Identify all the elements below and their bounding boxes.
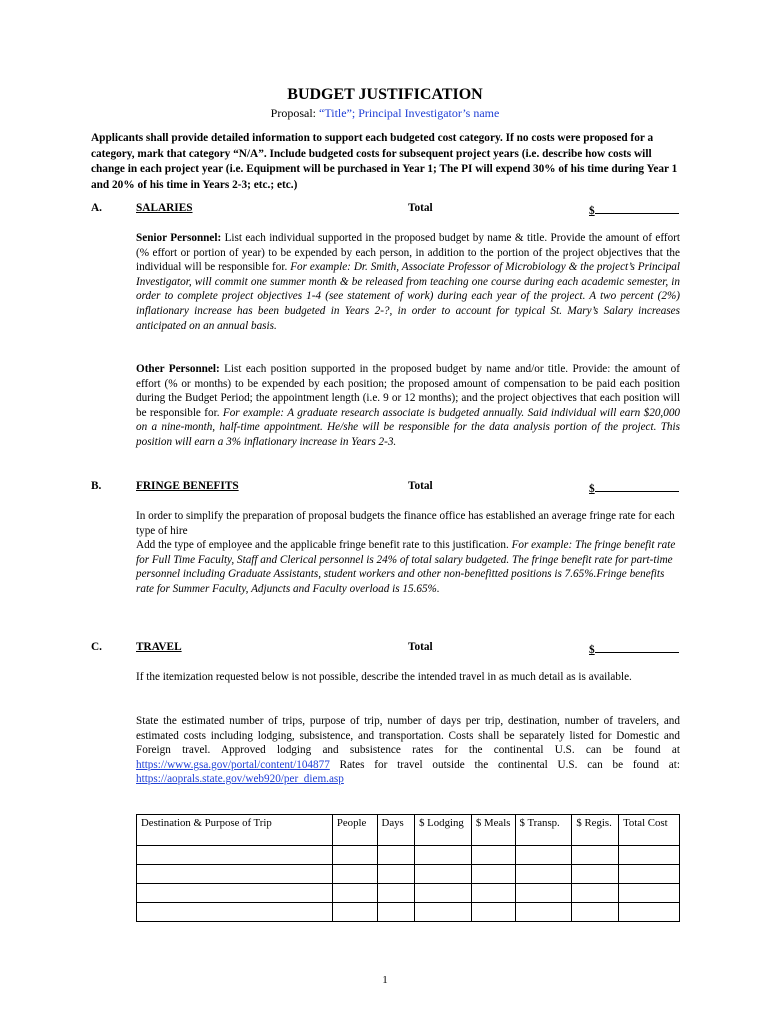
section-a-total-field[interactable] [589, 202, 679, 217]
section-b-total-field[interactable] [589, 480, 679, 495]
table-cell[interactable] [471, 903, 515, 922]
table-cell[interactable] [471, 884, 515, 903]
table-cell[interactable] [619, 846, 680, 865]
table-cell[interactable] [415, 865, 472, 884]
table-cell[interactable] [332, 846, 377, 865]
section-b-name: FRINGE BENEFITS [136, 480, 239, 492]
intro-instructions: Applicants shall provide detailed information to support each budgeted cost category. If no costs were proposed for a category, mark that category “N/A”. Include budgeted costs for subsequent project years (i.e. describe how costs will change in each project year (i.e. Equipment will be purchased in Year 1; The PI will expend 30% of his time during Year 1 and 20% of his time in Years 2-3; etc.; etc.) [91, 132, 678, 191]
table-cell[interactable] [332, 865, 377, 884]
col-destination: Destination & Purpose of Trip [137, 815, 333, 846]
other-personnel-label: Other Personnel: [136, 363, 220, 375]
travel-table-header [137, 815, 680, 846]
table-cell[interactable] [572, 846, 619, 865]
table-cell[interactable] [332, 884, 377, 903]
table-cell[interactable] [137, 846, 333, 865]
senior-personnel-example: For example: Dr. Smith, Associate Professor of Microbiology & the project’s Principal Investigator, will commit one summer month & be released from teaching one course during each academic semester, in order to complete project objectives 1-4 (see statement of work) during each year of the project. A two percent (2%) inflationary increase has been budgeted in Years 2-?, in order to account for typical St. Mary’s Salary increases anticipated on an annual basis. [136, 261, 680, 332]
section-a-letter: A. [91, 202, 102, 214]
page-title: BUDGET JUSTIFICATION [287, 86, 483, 103]
fringe-example: For example: The fringe benefit rate for Full Time Faculty, Staff and Clerical personnel is 24% of total salary budgeted. The fringe benefit rate for part-time personnel including Graduate Assistants, student workers and other non-benefitted positions is 7.65%.Fringe benefits rate for Summer Faculty, Adjuncts and Faculty overload is 15.65%. [136, 539, 676, 595]
travel-paragraph-2 [136, 714, 680, 787]
table-row [137, 903, 680, 922]
col-people: People [332, 815, 377, 846]
table-row [137, 865, 680, 884]
other-personnel-example: For example: A graduate research associate is budgeted annually. Said individual will earn $20,000 on a nine-month, half-time appointment. He/she will be responsible for the data analysis portion of the project. This position will earn a 3% inflationary increase in Years 2-3. [136, 406, 681, 448]
table-cell[interactable] [572, 865, 619, 884]
section-a-dollar: $ [589, 205, 595, 217]
table-cell[interactable] [619, 903, 680, 922]
proposal-placeholder[interactable]: “Title”; Principal Investigator’s name [319, 106, 500, 120]
per-diem-link[interactable]: https://aoprals.state.gov/web920/per_diem.asp [136, 773, 344, 786]
senior-personnel-text: List each individual supported in the proposed budget by name & title. Provide the amount of effort (% effort or portion of year) to be expended by each person, in addition to the portion of the project objectives that the individual will be responsible for. [136, 232, 680, 274]
table-cell[interactable] [377, 846, 415, 865]
fringe-text-1: In order to simplify the preparation of proposal budgets the finance office has established an average fringe rate for each type of hire [136, 510, 675, 537]
section-c-letter: C. [91, 641, 102, 653]
table-cell[interactable] [515, 884, 572, 903]
col-meals: $ Meals [471, 815, 515, 846]
other-personnel-paragraph [136, 362, 680, 450]
table-cell[interactable] [137, 865, 333, 884]
proposal-line [0, 106, 770, 121]
travel-text-3: Rates for travel outside the continental U.S. can be found at: [329, 758, 680, 771]
section-c-total-label: Total [408, 641, 433, 653]
table-cell[interactable] [137, 884, 333, 903]
section-c-dollar: $ [589, 644, 595, 656]
section-c-name: TRAVEL [136, 641, 182, 653]
col-regis: $ Regis. [572, 815, 619, 846]
other-personnel-text: List each position supported in the proposed budget by name and/or title. Provide: the amount of effort (% or months) to be expended by each position; the proposed amount of compensation to be paid each position during the Budget Period; the appointment length (i.e. 9 or 12 months); and the project objectives that each position will be responsible for. [136, 363, 680, 419]
page-number: 1 [382, 974, 388, 986]
gsa-link[interactable]: https://www.gsa.gov/portal/content/104877 [136, 758, 330, 771]
table-cell[interactable] [415, 846, 472, 865]
table-cell[interactable] [377, 884, 415, 903]
section-a-name: SALARIES [136, 202, 193, 214]
table-cell[interactable] [415, 884, 472, 903]
travel-paragraph-1: If the itemization requested below is not possible, describe the intended travel in as much detail as is available. [136, 671, 632, 683]
table-cell[interactable] [332, 903, 377, 922]
table-row [137, 884, 680, 903]
travel-table [136, 814, 680, 922]
table-cell[interactable] [471, 865, 515, 884]
table-cell[interactable] [515, 865, 572, 884]
col-transp: $ Transp. [515, 815, 572, 846]
section-b-total-label: Total [408, 480, 433, 492]
table-cell[interactable] [572, 903, 619, 922]
section-b-dollar: $ [589, 483, 595, 495]
table-cell[interactable] [471, 846, 515, 865]
table-row [137, 846, 680, 865]
col-total-cost: Total Cost [619, 815, 680, 846]
senior-personnel-paragraph [136, 231, 680, 333]
fringe-paragraph [136, 509, 680, 597]
section-c-total-field[interactable] [589, 641, 679, 656]
table-cell[interactable] [515, 903, 572, 922]
table-cell[interactable] [377, 865, 415, 884]
table-cell[interactable] [515, 846, 572, 865]
travel-text-2: State the estimated number of trips, purpose of trip, number of days per trip, destination, number of travelers, and estimated costs including lodging, subsistence, and transportation. Costs shall be separately listed for Domestic and Foreign travel. Approved lodging and subsistence rates for the continental U.S. can be found at [136, 715, 680, 757]
table-cell[interactable] [377, 903, 415, 922]
table-cell[interactable] [619, 884, 680, 903]
col-days: Days [377, 815, 415, 846]
table-cell[interactable] [415, 903, 472, 922]
section-b-letter: B. [91, 480, 102, 492]
senior-personnel-label: Senior Personnel: [136, 232, 222, 244]
section-a-total-label: Total [408, 202, 433, 214]
col-lodging: $ Lodging [415, 815, 472, 846]
table-cell[interactable] [619, 865, 680, 884]
fringe-text-2: Add the type of employee and the applicable fringe benefit rate to this justification. [136, 539, 512, 552]
table-cell[interactable] [137, 903, 333, 922]
proposal-label: Proposal: [270, 106, 320, 120]
table-cell[interactable] [572, 884, 619, 903]
